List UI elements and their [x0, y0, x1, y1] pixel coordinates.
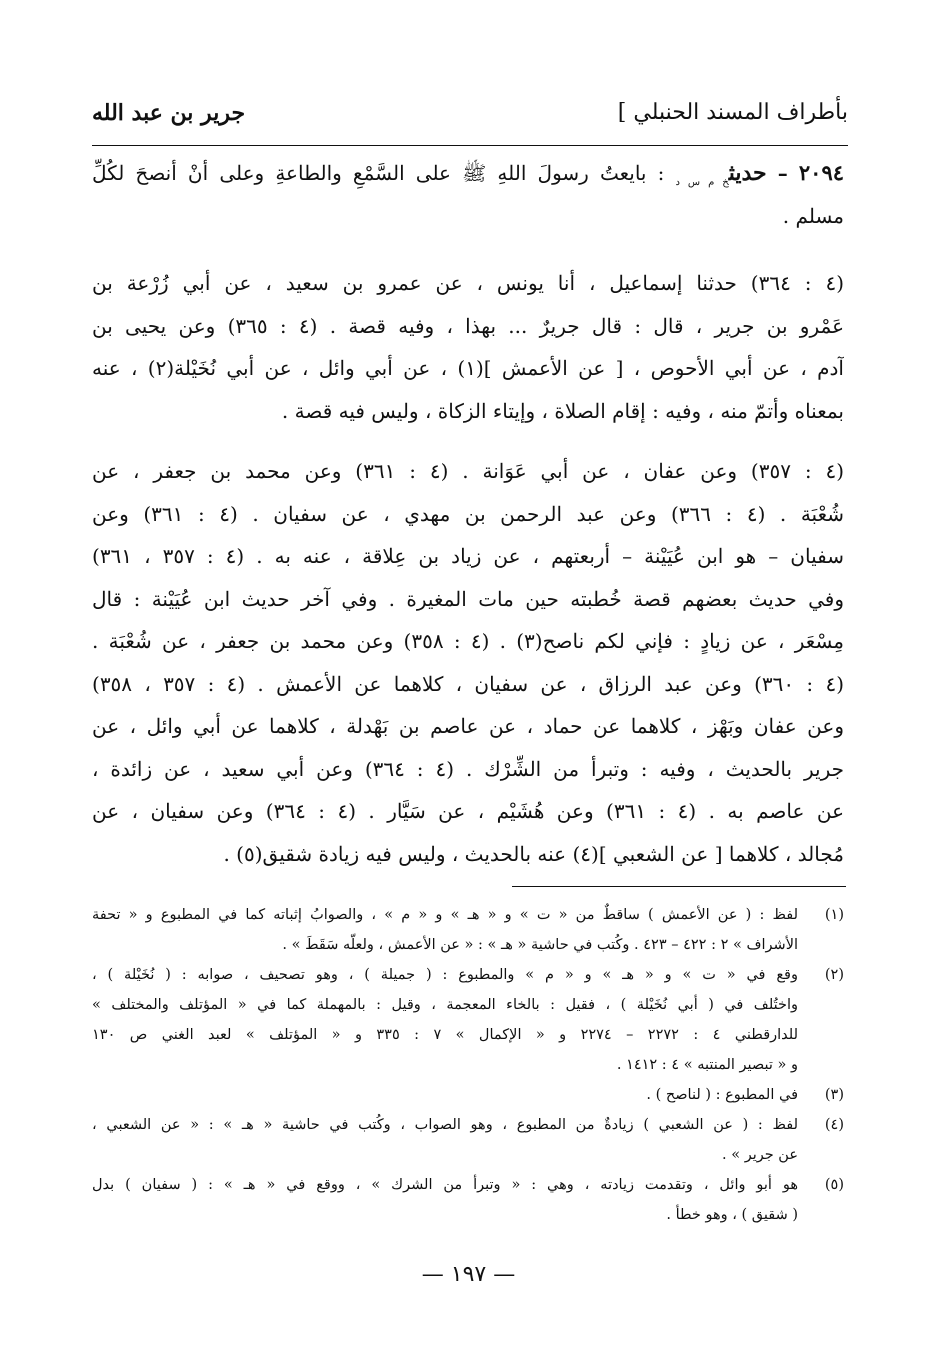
- footnote-number: (٥): [824, 1177, 844, 1193]
- footnote-line: و « تبصير المنتبه » ٤ : ١٤١٢ .: [616, 1057, 798, 1073]
- text-line: (٤ : ٣٥٧) وعن عفان ، عن أبي عَوَانة . (٤ : ٣٦١) وعن محمد بن جعفر ، عن: [92, 459, 844, 483]
- paragraph-2: [92, 450, 844, 875]
- footnote-line: لفظ : ( عن الشعبي ) زيادةٌ من المطبوع ، وهو الصواب ، وكُتب في حاشية « هـ » : « عن الشعبي ،: [92, 1117, 798, 1133]
- footnote-line: الأشراف » ٢ : ٤٢٢ – ٤٢٣ . وكُتب في حاشية « هـ » : « عن الأعمش ، ولعلّه سَقَطَ » .: [282, 937, 798, 953]
- text-line: مِسْعَر ، عن زيادٍ : فإني لكم ناصح(٣) . (٤ : ٣٥٨) وعن محمد بن جعفر ، عن شُعْبَة .: [92, 629, 844, 653]
- footnote-line: واختُلف في ( أبي نُخَيْلة ) ، فقيل : بالخاء المعجمة ، وقيل : بالمهملة كما في « المؤتلف والمختلف »: [92, 997, 798, 1013]
- page-number: — ١٩٧ —: [421, 1262, 516, 1287]
- hadith-text: : بايعتُ رسولَ اللهِ ﷺ على السَّمْعِ والطاعةِ وعلى أنْ أنصحَ لكُلِّ: [92, 161, 665, 185]
- footnotes: [92, 900, 844, 1230]
- hadith-dash: –: [777, 161, 788, 185]
- text-line: عَمْرو بن جرير ، قال : قال جريرٌ ... بهذا ، وفيه قصة . (٤ : ٣٦٥) وعن يحيى بن: [92, 313, 844, 338]
- footnote-line: في المطبوع : ( لناصح ) .: [646, 1087, 798, 1103]
- footnote: [92, 960, 844, 1080]
- footnote-line: وقع في « ت » و « هـ » و « م » والمطبوع : ( جميلة ) ، وهو تصحيف ، صوابه : ( نُخَيْلة ) ،: [92, 967, 798, 983]
- footnote-number: (٢): [824, 967, 844, 983]
- footnote-number: (٤): [824, 1117, 844, 1133]
- footnote-number: (١): [824, 907, 844, 923]
- footnote: [92, 1170, 844, 1230]
- footnote-line: هو أبو وائل ، وتقدمت زيادته ، وهي : « وتبرأ من الشرك » ، ووقع في « هـ » : ( سفيان ) بدل: [92, 1177, 798, 1193]
- footnote: [92, 900, 844, 960]
- text-line: (٤ : ٣٦٠) وعن عبد الرزاق ، عن سفيان ، كلاهما عن الأعمش . (٤ : ٣٥٧ ، ٣٥٨): [92, 671, 844, 696]
- text-line: سفيان – هو ابن عُيَيْنة – أربعتهم ، عن زياد بن عِلاقة ، عنه به . (٤ : ٣٥٧ ، ٣٦١): [92, 544, 844, 568]
- hadith-line-1: [92, 152, 844, 195]
- text-line: جرير بالحديث ، وفيه : وتبرأ من الشِّرْك . (٤ : ٣٦٤) وعن أبي سعيد ، عن زائدة ،: [92, 756, 844, 781]
- footnote-line: لفظ : ( عن الأعمش ) ساقطٌ من « ت » و « هـ » و « م » ، والصوابُ إثباته كما في المطبوع و « تحفة: [92, 907, 798, 923]
- footnote-number: (٣): [824, 1087, 844, 1103]
- hadith-tag: حديث: [728, 160, 767, 186]
- text-line: مُجالد ، كلاهما [ عن الشعبي ](٤) عنه بالحديث ، وليس فيه زيادة شقيق(٥) .: [223, 841, 844, 866]
- footnote-line: عن جرير » .: [722, 1147, 798, 1163]
- header-book-title: بأطراف المسند الحنبلي ]: [617, 100, 848, 125]
- footnote: [92, 1110, 844, 1170]
- text-line: شُعْبَة . (٤ : ٣٦٦) وعن عبد الرحمن بن مهدي ، عن سفيان . (٤ : ٣٦١) وعن: [92, 501, 844, 526]
- footnote-divider: [512, 886, 846, 887]
- text-line: آدم ، عن أبي الأحوص ، [ عن الأعمش ](١) ، عن أبي وائل ، عن أبي نُخَيْلة(٢) ، عنه: [92, 356, 844, 380]
- hadith-line-2: مسلم .: [782, 203, 844, 228]
- footnote: [92, 1080, 844, 1110]
- header-divider: [92, 145, 848, 146]
- hadith-heading: [92, 152, 844, 237]
- text-line: بمعناه وأتمّ منه ، وفيه : إقام الصلاة ، وإيتاء الزكاة ، وليس فيه قصة .: [281, 398, 844, 423]
- text-line: (٤ : ٣٦٤) حدثنا إسماعيل ، أنا يونس ، عن عمرو بن سعيد ، عن أبي زُرْعة بن: [92, 271, 844, 295]
- text-line: وعن عفان وبَهْز ، كلاهما عن حماد ، عن عاصم بن بَهْدلة ، كلاهما عن أبي وائل ، عن: [92, 714, 844, 738]
- paragraph-1: [92, 262, 844, 432]
- text-line: عن عاصم به . (٤ : ٣٦١) وعن هُشَيْم ، عن سَيَّار . (٤ : ٣٦٤) وعن سفيان ، عن: [92, 799, 844, 823]
- footnote-line: ( شقيق ) ، وهو خطأ .: [666, 1207, 798, 1223]
- hadith-number: ٢٠٩٤: [798, 160, 844, 185]
- source-symbols: خ م س د: [675, 177, 729, 188]
- running-header: [92, 100, 848, 142]
- text-line: وفي حديث بعضهم قصة خُطبته حين مات المغيرة . وفي آخر حديث ابن عُيَيْنة : قال: [92, 586, 844, 611]
- footnote-line: للدارقطني ٤ : ٢٢٧٢ – ٢٢٧٤ و « الإكمال » ٧ : ٣٣٥ و « المؤتلف » لعبد الغني ص ١٣٠: [92, 1027, 798, 1043]
- header-section-title: جرير بن عبد الله: [92, 100, 246, 126]
